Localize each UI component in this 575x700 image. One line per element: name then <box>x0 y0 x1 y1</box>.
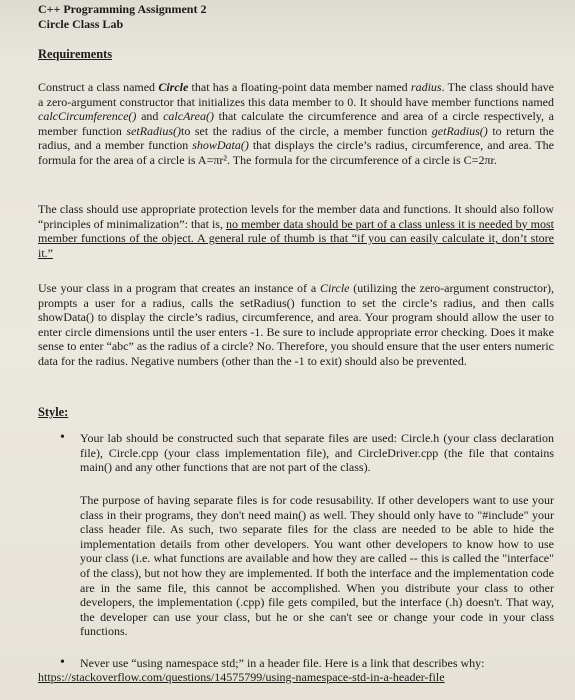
assignment-title: Circle Class Lab <box>38 17 124 31</box>
style-bullet-2 <box>80 656 554 671</box>
requirements-heading: Requirements <box>38 47 113 61</box>
bullet-icon: • <box>60 430 65 445</box>
style-bullet-1: Your lab should be constructed such that separate files are used: Circle.h (your class declaration file), Circle.cpp (your class implementation file), and CircleDriver.cpp (the file that contains main() and any other functions that are not part of the class). <box>80 431 554 475</box>
requirements-paragraph-3: Use your class in a program that creates an instance of a Circle (utilizing the zero-argument constructor), prompts a user for a radius, calls the setRadius() function to set the circle’s radius, and then calls showData() to display the circle’s radius, circumference, and area. Your program should allow the user to enter circle dimensions until the user enters -1. Be sure to include appropriate error checking. Does it make sense to enter “abc” as the radius of a circle? No. Therefore, you should ensure that the user enters numeric data for the radius. Negative numbers (other than the -1 to exit) should also be prevented. <box>38 281 554 368</box>
style-bullet-1-paragraph-2: The purpose of having separate files is for code resusability. If other developers want to use your class in their programs, they don't need main() as well. They should only have to "#include" your class header file. As such, two separate files for the class are needed to be able to hide the implementation details from other developers. You want other developers to know how to use your class (i.e. what functions are available and how they are called -- this is called the "interface" of the class), but not how they are implemented. If both the interface and the implementation code are in the same file, this cannot be accomplished. When you distribute your class to other developers, the implementation (.cpp) file gets compiled, but the interface (.h) doesn't. That way, the developer can use your class, but he or she can't see or change your code in your class functions. <box>80 493 554 639</box>
bullet-icon: • <box>60 655 65 670</box>
reference-link[interactable]: https://stackoverflow.com/questions/14575799/using-namespace-std-in-a-header-file <box>38 670 445 684</box>
document-header <box>38 2 206 32</box>
requirements-paragraph-1: Construct a class named Circle that has a floating-point data member named radius. The class should have a zero-argument constructor that initializes this data member to 0. It should have member functions named calcCircumference() and calcArea() that calculate the circumference and area of a circle respectively, a member function setRadius()to set the radius of the circle, a member function getRadius() to return the radius, and a member function showData() that displays the circle’s radius, circumference, and area. The formula for the area of a circle is A=πr². The formula for the circumference of a circle is C=2πr. <box>38 80 555 167</box>
course-title: C++ Programming Assignment 2 <box>38 2 207 16</box>
style-heading: Style: <box>38 405 69 419</box>
bullet-2-text: Never use “using namespace std;” in a header file. Here is a link that describes why: <box>80 656 485 670</box>
requirements-paragraph-2: The class should use appropriate protection levels for the member data and functions. It should also follow “principles of minimalization”: that is, no member data should be part of a class unless it is needed by most member functions of the object. A general rule of thumb is that “if you can easily calculate it, don’t store it.” <box>38 202 554 260</box>
